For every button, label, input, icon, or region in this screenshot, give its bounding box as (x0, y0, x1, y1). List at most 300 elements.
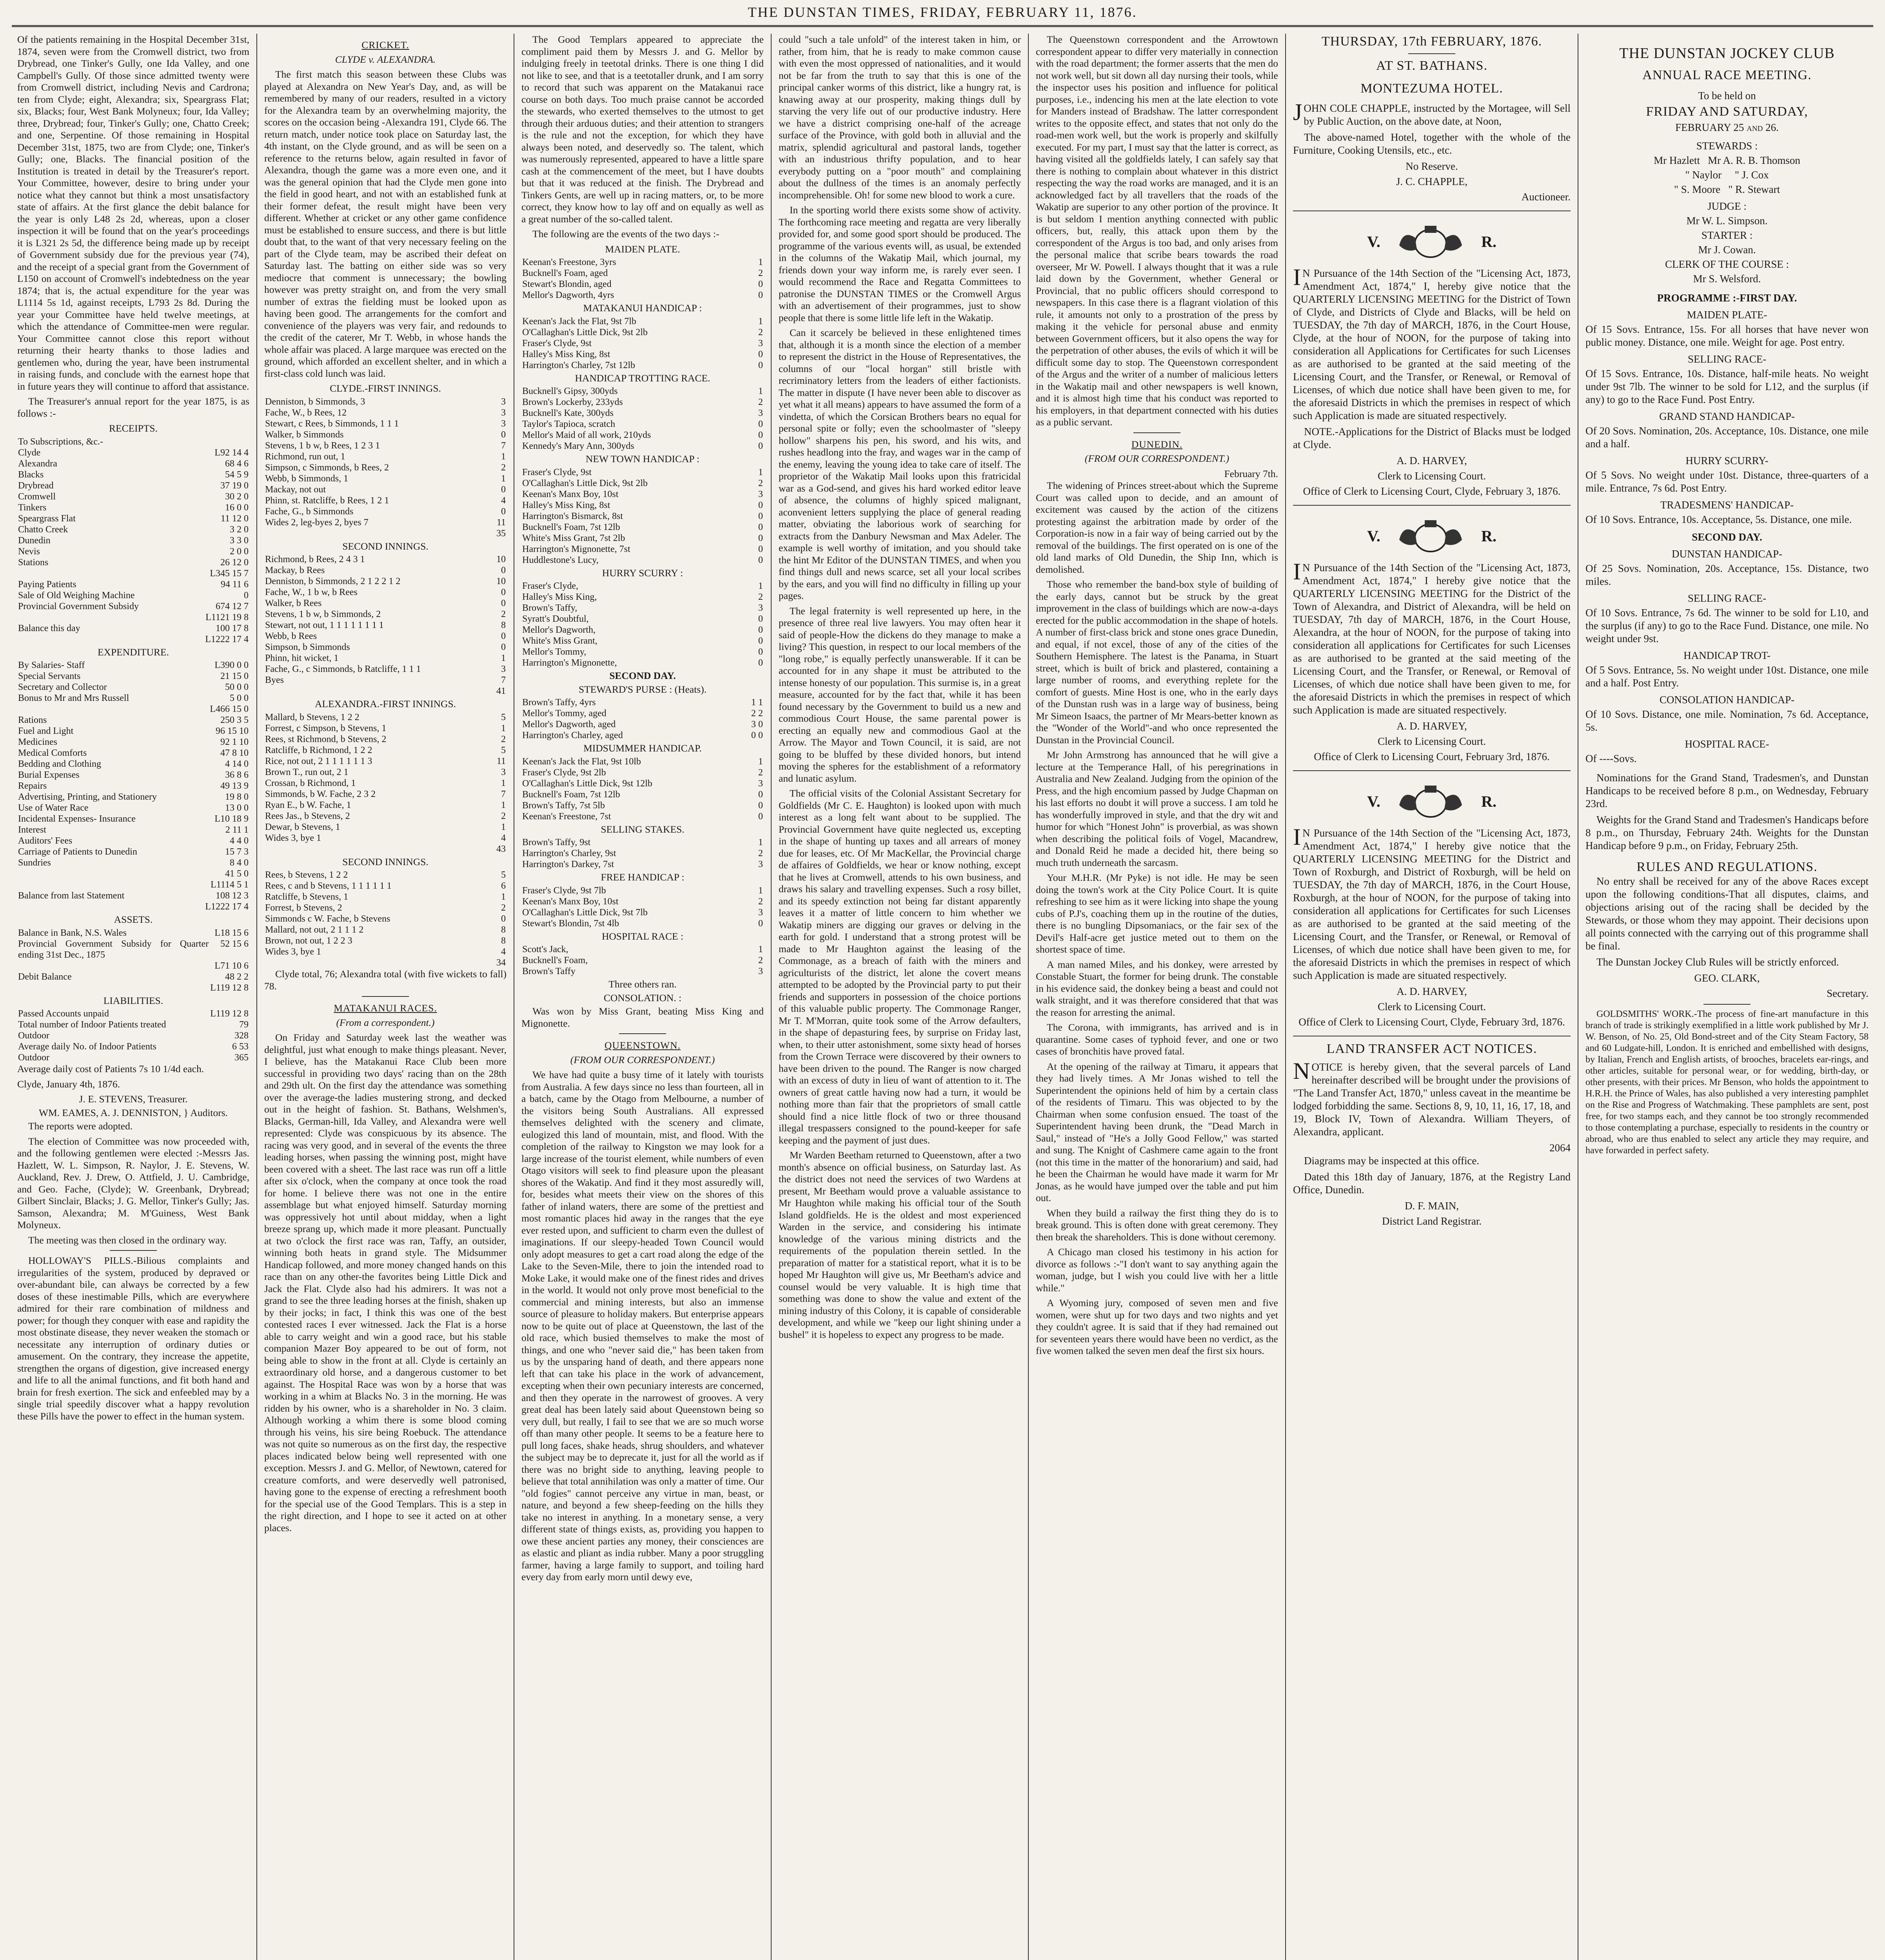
crest-r: R. (1481, 792, 1496, 810)
race-conditions: Of 5 Sovs. No weight under 10st. Distance, three-quarters of a mile. Entrance, 7s 6d. Post Entry. (1585, 469, 1869, 494)
cricket-title: CRICKET. (361, 39, 409, 51)
placing: 3 (758, 489, 763, 499)
score-row-value: 11 (496, 756, 506, 766)
nominations-note: Nominations for the Grand Stand, Tradesmen's, and Dunstan Handicaps to be received before 8 p.m., on Wednesday, February 23rd. (1585, 772, 1869, 809)
score-row-label: Mallard, b Stevens, 1 2 2 (265, 712, 360, 722)
race-result-row (521, 327, 764, 338)
receipt-row (17, 590, 249, 601)
liability-row (17, 1019, 249, 1030)
receipt-row (17, 469, 249, 480)
expenditure-row-label: Repairs (18, 781, 47, 791)
race-result-row (521, 859, 764, 870)
horse-entry: Mellor's Tommy, aged (522, 708, 607, 719)
horse-entry: Harrington's Bismarck, 8st (522, 511, 623, 521)
horse-entry: Fraser's Clyde, 9st 7lb (522, 885, 606, 896)
score-row-value: 8 (501, 620, 506, 630)
race-result-row (521, 257, 764, 268)
liability-row-label: Total number of Indoor Patients treated (18, 1020, 166, 1030)
horse-entry: Mellor's Dagworth, (522, 625, 596, 635)
placing: 1 (758, 316, 763, 327)
score-row (264, 946, 507, 957)
royal-arms-icon (1391, 516, 1470, 555)
clerk-name: A. D. HARVEY, (1396, 720, 1467, 732)
score-row-value: 2 (501, 609, 506, 619)
race-title: SELLING STAKES. (601, 823, 685, 835)
land-transfer-title: LAND TRANSFER ACT NOTICES. (1326, 1042, 1537, 1056)
receipt-row (17, 579, 249, 590)
expenditure-row-label: Medicines (18, 737, 57, 747)
expenditure-row-value: 96 15 10 (216, 726, 249, 736)
expenditure-row (17, 802, 249, 813)
rules-text: The Dunstan Jockey Club Rules will be strictly enforced. (1596, 956, 1839, 968)
dunedin-title: DUNEDIN. (1131, 438, 1183, 450)
liability-row-value: L119 12 8 (210, 1009, 249, 1019)
receipt-row-value: L1121 19 8 (205, 612, 249, 622)
divider (1408, 53, 1455, 54)
receipt-row-label: Stations (18, 557, 49, 568)
placing: 2 (758, 592, 763, 602)
placing: 1 (758, 386, 763, 396)
horse-entry: O'Callaghan's Little Dick, 9st 12lb (522, 778, 652, 789)
placing: 3 (758, 603, 763, 613)
race-result-row (521, 268, 764, 279)
placing: 2 (758, 478, 763, 488)
score-row-value: 1 (501, 778, 506, 788)
score-row-label: Wides 3, bye 1 (265, 833, 321, 843)
horse-entry: Harrington's Darkey, 7st (522, 859, 614, 869)
expenditure-row-label: Bonus to Mr and Mrs Russell (18, 693, 129, 703)
report-paragraph: The Treasurer's annual report for the year 1875, is as follows :- (17, 396, 249, 419)
second-day-title: SECOND DAY. (1692, 531, 1762, 543)
auctioneer-name: J. C. CHAPPLE, (1396, 176, 1468, 187)
score-row-label: Dewar, b Stevens, 1 (265, 822, 340, 832)
placing: 1 (758, 581, 763, 591)
alexandra-second-innings (264, 869, 507, 968)
score-row-label: Rees, b Stevens, 1 2 2 (265, 870, 348, 880)
score-row-label: Forrest, c Simpson, b Stevens, 1 (265, 723, 387, 733)
expenditure-row-value: L1222 17 4 (205, 902, 249, 912)
score-row (264, 396, 507, 407)
receipt-row (17, 601, 249, 612)
score-row-value: 7 (501, 789, 506, 799)
placing: 3 (758, 907, 763, 918)
score-row-label: Stevens, 1 b w, b Rees, 1 2 3 1 (265, 440, 380, 451)
score-row (264, 756, 507, 767)
placing: 2 (758, 327, 763, 338)
dunedin-subtitle: (FROM OUR CORRESPONDENT.) (1084, 453, 1229, 464)
land-transfer-number: 2064 (1549, 1142, 1571, 1154)
receipt-row (17, 535, 249, 546)
race-result-row (521, 441, 764, 452)
receipt-row-value: 30 2 0 (225, 491, 249, 502)
placing: 1 (758, 756, 763, 767)
expenditure-row-value: L466 15 0 (210, 704, 249, 714)
expenditure-row-label: Use of Water Race (18, 803, 89, 813)
race-result-table (521, 944, 764, 977)
race-result-row (521, 613, 764, 624)
race-result-row (521, 635, 764, 646)
dunedin-paragraph: The Corona, with immigrants, has arrived and is in quarantine. Some cases of typhoid fever, and one or two cases of bronchitis have proved fatal. (1036, 1022, 1278, 1057)
race-title: MAIDEN PLATE. (605, 243, 680, 255)
race-result-row (521, 467, 764, 478)
receipt-row-label (17, 568, 204, 579)
score-row (264, 664, 507, 675)
liability-row-label: Average daily No. of Indoor Patients (18, 1042, 156, 1052)
race-result-row (521, 290, 764, 301)
dunedin-paragraph: A man named Miles, and his donkey, were arrested by Constable Stuart, the former for being drunk. The constable in his evidence said, the donkey being a beast and could not walk straight, and it was therefore considered that that was the reason for arresting the animal. (1036, 958, 1278, 1018)
expenditure-row (17, 890, 249, 901)
receipt-row-label (17, 634, 204, 645)
receipt-row (17, 480, 249, 491)
cricket-result: Clyde total, 76; Alexandra total (with five wickets to fall) 78. (264, 968, 507, 992)
race-result-row (521, 338, 764, 349)
race-name: MAIDEN PLATE- (1687, 309, 1767, 321)
licensing-notice-text: IN Pursuance of the 14th Section of the "Licensing Act, 1873, Amendment Act, 1874," I, hereby give notice that the QUARTERLY LICENSING MEETING for the District of Town of Clyde, and Districts of Clyde and Blacks, will be held on TUESDAY, the 7th day of MARCH, 1876, in the Court House, Clyde, at the hour of NOON, for the purpose of taking into consideration all Applications for Certificates for such Licenses as are authorised to be granted at the said meeting of the Licensing Court, and the Transfer, or Renewal, or Removal of Licenses, of which due notice shall have been given to me, for the aforesaid Districts in which the premises in respect of which such Application is made are situated respectively. (1293, 264, 1571, 421)
score-row (264, 598, 507, 609)
placing: 0 (758, 419, 763, 429)
race-title: FREE HANDICAP : (601, 871, 685, 883)
score-row (264, 528, 507, 539)
score-row-label: Brown, not out, 1 2 2 3 (265, 936, 352, 946)
liability-row-label: Outdoor (18, 1053, 49, 1063)
score-row-value: 11 (496, 517, 506, 528)
expenditure-row-label: Special Servants (18, 671, 81, 681)
horse-entry: O'Callaghan's Little Dick, 9st 7lb (522, 907, 648, 918)
expenditure-row-value: 92 1 10 (220, 737, 249, 747)
receipt-row-value: 94 11 6 (220, 579, 249, 590)
race-result-row (521, 756, 764, 767)
race-result-table (521, 581, 764, 668)
race-result-table (521, 257, 764, 301)
liability-row (17, 1041, 249, 1052)
auditors-signature: WM. EAMES, A. J. DENNISTON, } Auditors. (38, 1107, 228, 1118)
expenditure-row (17, 726, 249, 737)
score-row (264, 913, 507, 924)
hotel-sale-text: The above-named Hotel, together with the whole of the Furniture, Cooking Utensils, etc., etc. (1293, 131, 1571, 156)
receipt-row-label: Nevis (18, 546, 40, 557)
registrar-name: D. F. MAIN, (1404, 1200, 1459, 1212)
race-result-row (521, 657, 764, 668)
race-name: SELLING RACE- (1687, 353, 1767, 365)
score-row-label: Wides 3, bye 1 (265, 947, 321, 957)
race-result-row (521, 360, 764, 371)
horse-entry: Kennedy's Mary Ann, 300yds (522, 441, 634, 451)
expenditure-row (17, 769, 249, 780)
expenditure-row (17, 813, 249, 824)
score-row (264, 517, 507, 528)
placing: 0 (758, 625, 763, 635)
race-conditions: Of 5 Sovs. Entrance, 5s. No weight under 10st. Distance, one mile and a half. Post Entry. (1585, 664, 1869, 689)
score-row-value: 5 (501, 745, 506, 755)
clyde-first-innings (264, 396, 507, 539)
expenditure-row-value: 21 15 0 (220, 671, 249, 681)
report-footer: Clyde, January 4th, 1876. (17, 1078, 120, 1090)
clerk-title: Clerk to Licensing Court. (1378, 735, 1486, 747)
placing: 0 (758, 544, 763, 554)
race-result-row (521, 408, 764, 419)
receipt-row (17, 524, 249, 535)
horse-entry: Fraser's Clyde, 9st 2lb (522, 767, 606, 778)
race-title: NEW TOWN HANDICAP : (585, 453, 700, 465)
expenditure-row (17, 682, 249, 693)
receipt-row-value: 37 19 0 (220, 480, 249, 491)
race-result-row (521, 555, 764, 566)
report-footer: The reports were adopted. (28, 1120, 133, 1132)
horse-entry: Halley's Miss King, (522, 592, 597, 602)
asset-row-label: Balance in Bank, N.S. Wales (18, 927, 127, 938)
judge-name: Mr W. L. Simpson. (1686, 215, 1768, 227)
race-conditions: Of 10 Sovs. Distance, one mile. Nomination, 7s 6d. Acceptance, 5s. (1585, 708, 1869, 733)
matakanui-paragraph: On Friday and Saturday week last the weather was delightful, just what enough to make things pleasant. Never, I believe, has the Matakanui Race Club been more successful in providing two days' racing than on the 28th and 29th ult. On the first day the attendance was something over the average-the ladies mustering strong, and decked out in the height of fashion. St. Bathans, Welshmen's, Blacks, German-hill, Ida Valley, and Alexandra were well represented: Clyde was conspicuous by its absence. The racing was very good, and in several of the events the three leading horses, when passing the winning post, might have been covered with a sheet. The last race was run off a little after six o'clock, when the company at once took the road for home. I believe there was not one in the entire assemblage but what enjoyed himself. Saturday morning was oppressively hot until about midday, when a light breeze sprang up, which made it more pleasant. Punctually at two o'clock the first race was ran, Taffy, an outsider, winning both heats in grand style. The Midsummer Handicap followed, and more money changed hands on this race than on any other-the favorites being Little Dick and Jack the Flat. Clyde also had his admirers. It was not a grand to see the three leading horses at the finish, shaken up by their jocks; in fact, I think this was one of the best contested races I ever witnessed. Jack the Flat is a horse able to carry weight and win a good race, but his stable companion Mazer Boy appeared to be out of form, not being able to show in the front at all. Clyde is certainly an extraordinary old horse, and a dangerous customer to bet against. The Hospital Race was won by a horse that was working in a whim at Blacks No. 3 in the morning. He was ridden by his owner, who is a shareholder in No. 3 claim. Although working a whim there is some blood coming through his veins, his sire being Roebuck. The attendance was not quite so numerous as on the first day, the respective places indicated below being well represented with one exception. Messrs J. and G. Mellor, of Newtown, catered for creature comforts, and were deservedly well patronised, having gone to the expense of erecting a refreshment booth for the special use of the Good Templars. This is a step in the right direction, and I hope to see it acted on at other places. (264, 1032, 507, 1534)
land-transfer-diagrams: Diagrams may be inspected at this office. (1304, 1155, 1480, 1167)
placing: 3 (758, 408, 763, 418)
clerk-title: Clerk to Licensing Court. (1378, 470, 1486, 482)
score-row-value: 0 (501, 587, 506, 597)
asset-row (17, 938, 249, 960)
horse-entry: Mellor's Dagworth, aged (522, 719, 616, 730)
receipt-row-label: Speargrass Flat (18, 513, 76, 524)
expenditure-row-value: 4 14 0 (225, 759, 249, 769)
receipt-row-value: 100 17 8 (216, 623, 249, 633)
horse-entry: Fraser's Clyde, 9st (522, 338, 592, 348)
expenditure-row (17, 693, 249, 704)
liability-row-value: 365 (234, 1053, 249, 1063)
race-result-row (521, 533, 764, 544)
asset-row-value: 52 15 6 (220, 938, 249, 949)
race-name: HOSPITAL RACE- (1685, 738, 1769, 750)
score-row-label: Mackay, not out (265, 484, 326, 495)
weights-note: Weights for the Grand Stand and Tradesmen's Handicaps before 8 p.m., on Thursday, February 24th. Weights for the Dunstan Handicap before 9 p.m., on Friday, February 25th. (1585, 814, 1869, 851)
score-row-label (264, 686, 478, 697)
expenditure-row-value: L1114 5 1 (211, 880, 249, 890)
expenditure-row (17, 759, 249, 769)
placing: 0 (758, 918, 763, 929)
race-result-row (521, 730, 764, 741)
placing: 3 0 (751, 719, 763, 730)
placing: 0 0 (751, 730, 763, 740)
alexandra-first-innings (264, 712, 507, 855)
queenstown-paragraph: We have had quite a busy time of it lately with tourists from Australia. A few days since no less than fourteen, all in a batch, came by the Otago from Melbourne, a number of the visitors being South Australians. All expressed themselves delighted with the scenery and climate, eulogized this land of mountain, mist, and flood. With the completion of the railway to Kingston we may look for a large increase of the tourist element, while numbers of even Otago visitors will seek to find pleasure upon the pleasant shores of the Wakatip. And find it they most assuredly will, for, besides what meets their view on the shores of this father of inland waters, there are some of the prettiest and most romantic places hid away in the ranges that the eye ever rested upon, and sufficient to charm even the dullest of imaginations. If our sleepy-headed Town Council would only adopt measures to get a cart road along the edge of the Lake to the Seven-Mile, there to join the intended road to Moke Lake, it would make one of the finest rides and drives in the world. It would not only prove most beneficial to the commercial and mining interests, but also an immense source of pleasure to holiday makers. But enterprise appears now to be quite out of place at Queenstown, the last of the old race, which busied themselves to make the most of things, and one who "never said die," has been taken from us by the unsparing hand of death, and there appears none left that can take his place in the work of advancement, excepting when their own pecuniary interests are concerned, and then they operate in the narrowest of grooves. A very great deal has been lately said about Queenstown being so very dull, but really, I fail to see that we are so much worse off than many other people. It seems to be a feature here to pull long faces, shake heads, shrug shoulders, and whatever the subject may be to deprecate it, just for all the world as if there was no bright side to anything, leaving people to believe that total annihilation was only a matter of time. Our "old fogies" cannot perceive any virtue in man, beast, or nature, and beyond a few sheep-feeding on the hills they take no interest in anything. In a monetary sense, a very different state of things exists, as, providing you happen to owe these ancient parties any money, their consciences are as elastic and pliant as india rubber. Many a poor struggling farmer, having a large family to support, and toiling hard every day from early morn until dewy eve, (521, 1069, 764, 1583)
clyde-first-innings-title: CLYDE.-FIRST INNINGS. (330, 383, 441, 394)
first-day-races (1585, 309, 1869, 526)
matakanui-subtitle: (From a correspondent.) (336, 1016, 435, 1028)
horse-entry: White's Miss Grant, (522, 636, 597, 646)
expenditure-row-value: 41 5 0 (225, 869, 249, 879)
race-result-table (521, 885, 764, 929)
licensing-notice-roxburgh (1293, 770, 1571, 1029)
horse-entry: Harrington's Mignonette, (522, 658, 617, 668)
expenditure-row-label: Fuel and Light (18, 726, 74, 736)
placing: 2 (758, 268, 763, 278)
liability-row-label: Passed Accounts unpaid (18, 1009, 109, 1019)
race-result-row (521, 708, 764, 719)
score-row-value: 2 (501, 462, 506, 473)
expenditure-row (17, 846, 249, 857)
receipt-row-value: L92 14 4 (214, 447, 249, 458)
placing: 0 (758, 511, 763, 521)
score-row-value: 6 (501, 881, 506, 891)
score-row-value: 35 (496, 528, 506, 539)
score-row (264, 822, 507, 833)
royal-crest (1367, 220, 1496, 263)
expenditure-row-label: Rations (18, 715, 47, 725)
dunedin-paragraph: A Wyoming jury, composed of seven men and five women, were shut up for two days and two nights and yet they couldn't agree. It is said that if they had remained out for seventeen years there would have been no verdict, as the five women talked the seven men deaf the first six hours. (1036, 1297, 1278, 1356)
expenditure-row (17, 824, 249, 835)
horse-entry: Keenan's Manx Boy, 10st (522, 896, 619, 907)
placing: 0 (758, 290, 763, 300)
expenditure-row-value: 5 0 0 (230, 693, 249, 703)
race-conditions: Of 20 Sovs. Nomination, 20s. Acceptance, 10s. Distance, one mile and a half. (1585, 425, 1869, 450)
expenditure-title: EXPENDITURE. (97, 646, 169, 658)
score-row-value: 4 (501, 833, 506, 843)
score-row (264, 833, 507, 844)
race-result-row (521, 907, 764, 918)
score-row-label: Denniston, b Simmonds, 2 1 2 2 1 2 (265, 576, 401, 586)
race-title: HANDICAP TROTTING RACE. (575, 372, 710, 384)
race-name: TRADESMENS' HANDICAP- (1660, 499, 1794, 511)
queenstown-continued: could "such a tale unfold" of the interest taken in him, or rather, from him, that he is ready to make common cause with even the most oppressed of nationalities, and it would not be far from the truth to say that this is one of the principal canker worms of this district, like a hungry rat, is knawing away at our prosperity, making things dull by starving the very life out of our productive industry. Here we have a district comprising one-half of the acreage surface of the Province, with gold both in alluvial and the matrix, splendid agricultural and pastoral lands, together with an industrious thrifty population, and to hear everybody putting on a "poor mouth" and complaining about the dullness of the times is an anomaly perfectly incomprehensible. Oh! for some new blood to work a cure. (779, 34, 1021, 201)
score-row (264, 767, 507, 778)
masthead: THE DUNSTAN TIMES, FRIDAY, FEBRUARY 11, 1876. (748, 4, 1137, 20)
score-row-label: Brown T., run out, 2 1 (265, 767, 349, 777)
expenditure-row-value: 13 0 0 (225, 803, 249, 813)
score-row-label: Fache, W., 1 b w, b Rees (265, 587, 358, 597)
expenditure-row-value: 2 11 1 (225, 825, 249, 835)
race-conditions: Of 15 Sovs. Entrance, 10s. Distance, half-mile heats. No weight under 9st 7lb. The winner to be sold for L12, and the surplus (if any) to go to the Race Fund. Post Entry. (1585, 368, 1869, 405)
horse-entry: Bucknell's Gipsy, 300yds (522, 386, 618, 396)
receipt-row (17, 436, 249, 447)
receipt-row (17, 557, 249, 568)
race-result-row (521, 811, 764, 822)
score-row-value: 8 (501, 925, 506, 935)
clerk-name: A. D. HARVEY, (1396, 455, 1467, 466)
score-row-label: Rees, c and b Stevens, 1 1 1 1 1 1 (265, 881, 392, 891)
receipt-row-label: Tinkers (18, 502, 47, 513)
score-row-value: 3 (501, 664, 506, 674)
placing: 2 2 (751, 708, 763, 719)
liability-row (17, 1008, 249, 1019)
score-row (264, 675, 507, 686)
receipt-row (17, 491, 249, 502)
score-row (264, 935, 507, 946)
asset-row-label: Debit Balance (18, 971, 72, 982)
placing: 0 (758, 500, 763, 510)
receipt-row (17, 513, 249, 524)
score-row-label: Stevens, 1 b w, b Simmonds, 2 (265, 609, 381, 619)
race-result-table (521, 316, 764, 371)
score-row-value: 2 (501, 903, 506, 913)
stewards-label: STEWARDS : (1696, 140, 1758, 152)
expenditure-row-value: 8 4 0 (230, 858, 249, 868)
race-result-row (521, 544, 764, 555)
placing: 0 (758, 555, 763, 565)
templars-paragraph: The Good Templars appeared to appreciate the compliment paid them by Messrs J. and G. Mellor by indulging freely in teetotal drinks. There is one thing I did not like to see, and that is a teetotaller drunk, and I am sorry to record that such was apparent on the Matakanui race course on both days. Too much praise cannot be accorded the stewards, who exerted themselves to the utmost to get through their arduous duties; and their attention to strangers is the rule and not the exception, for which they have always been noted, and deservedly so. The talent, which was numerously represented, appeared to have a little spare cash at the commencement of the meet, but I have doubts but that it was reduced at the finish. The Drybread and Tinkers Gents, are well up in racing matters, or, to be more correct, they know how to lay off and on equally as well as a great number of the so-called talent. (521, 34, 764, 225)
receipt-row (17, 458, 249, 469)
score-row-label: Simpson, b Simmonds (265, 642, 350, 652)
score-row (264, 429, 507, 440)
crest-v: V. (1367, 527, 1380, 545)
race-name: HANDICAP TROT- (1683, 650, 1771, 661)
placing: 0 (758, 658, 763, 668)
placing: 2 (758, 896, 763, 907)
receipt-row-value: L345 15 7 (210, 568, 249, 579)
expenditure-row-label: By Salaries- Staff (18, 660, 85, 670)
score-row-label: Simmonds c W. Fache, b Stevens (265, 914, 390, 924)
score-row-value: 2 (501, 811, 506, 821)
asset-row-label (17, 960, 209, 971)
score-row-label: Rice, not out, 2 1 1 1 1 1 1 3 (265, 756, 372, 766)
horse-entry: Brown's Taffy, (522, 603, 577, 613)
column-rule (771, 34, 772, 1960)
score-row (264, 609, 507, 620)
score-row (264, 473, 507, 484)
horse-entry: Harrington's Charley, 9st (522, 848, 616, 858)
expenditure-row-label (17, 704, 204, 715)
placing: 3 (758, 966, 763, 976)
liabilities-table (17, 1008, 249, 1063)
race-result-row (521, 511, 764, 522)
receipt-row-label: Blacks (18, 469, 44, 480)
liabilities-title: LIABILITIES. (103, 995, 163, 1006)
placing: 1 (758, 257, 763, 267)
race-name: HURRY SCURRY- (1685, 455, 1769, 466)
placing: 0 (758, 279, 763, 289)
queenstown-subtitle: (FROM OUR CORRESPONDENT.) (570, 1054, 715, 1065)
score-row (264, 451, 507, 462)
horse-entry: Keenan's Freestone, 7st (522, 811, 611, 822)
no-reserve: No Reserve. (1406, 160, 1458, 172)
report-paragraph: Of the patients remaining in the Hospital December 31st, 1874, seven were from the Cromwell district, two from Drybread, one Tinker's Gully, one Ida Valley, and one Campbell's Gully. Of those since admitted twenty were from Cromwell district, including Nevis and Cardrona; ten from Clyde; eight, Alexandra; six, Speargrass Flat; six, Blacks; four, West Bank Molyneux; four, Ida Valley; three, Drybread; four, Tinker's Gully; one, Chatto Creek; and one, Serpentine. Of those remaining in Hospital December 31st, 1875, two are from Clyde; one, Tinker's Gully; one, Blacks. The financial position of the Institution is treated in detail by the Treasurer's report. Your Committee, however, desire to bring under your notice what they cannot but think a most unsatisfactory state of affairs. At the first glance the debit balance for the year is only L48 2s 2d, whereas, upon a closer inspection it will be found that on the year's proceedings it is L321 2s 5d, the difference being made up by receipt of Government subsidy due for the previous year (74), and the receipt of a special grant from the Government of L150 on account of Cromwell's indebtedness on the year 1874; that is, the actual expenditure for the year was L1114 5s 1d, against receipts, L793 2s 8d. During the year your Committee have held twelve meetings, at which the attendance of Committee-men were regular. Your Committee cannot close this report without returning their hearty thanks to those ladies and gentlemen who, during the year, have been instrumental in raising funds, and conclude with the earnest hope that in future years they will continue to afford that assistance. (17, 34, 249, 392)
score-row (264, 653, 507, 664)
race-result-row (521, 778, 764, 789)
score-row (264, 642, 507, 653)
expenditure-row-label: Carriage of Patients to Dunedin (18, 847, 137, 857)
score-row-value: 1 (501, 723, 506, 733)
horse-entry: Bucknell's Foam, aged (522, 268, 608, 278)
receipt-row-label: To Subscriptions, &c.- (18, 436, 103, 447)
expenditure-row-label (17, 879, 204, 890)
programme-first-day: PROGRAMME :-FIRST DAY. (1657, 292, 1797, 304)
land-transfer-notice (1293, 1036, 1571, 1228)
score-row (264, 869, 507, 880)
race-result-row (521, 489, 764, 500)
score-row (264, 844, 507, 855)
receipt-row-value: 674 12 7 (216, 601, 249, 612)
events-intro: The following are the events of the two days :- (532, 228, 719, 240)
score-row-label: Byes (265, 675, 284, 685)
clerk-office: Office of Clerk to Licensing Court, February 3rd, 1876. (1314, 751, 1550, 762)
crest-v: V. (1367, 232, 1380, 250)
score-row-label: Crossan, b Richmond, 1 (265, 778, 356, 788)
asset-row (17, 971, 249, 982)
asset-row-value: 48 2 2 (225, 971, 249, 982)
score-row-label: Richmond, run out, 1 (265, 451, 345, 462)
score-row-value: 0 (501, 565, 506, 575)
race-result-row (521, 478, 764, 489)
expenditure-row (17, 737, 249, 748)
queenstown-paragraph: In the sporting world there exists some show of activity. The forthcoming race meeting and regatta are very liberally provided for, and some good sport should be produced. The programme of the various events will, as usual, be extended in the columns of the Wakatip Mail, which journal, my friends down your way inform me, is rarely ever seen. I would recommend the Race and Regatta Committees to patronise the DUNSTAN TIMES or the Cromwell Argus with an advertisement of their programmes, just to show people that there is some little life left in the Wakatip. (779, 204, 1021, 323)
clerk-office: Office of Clerk to Licensing Court, Clyde, February 3, 1876. (1303, 485, 1561, 497)
expenditure-row-value: L390 0 0 (214, 660, 249, 670)
licensing-notice-text: IN Pursuance of the 14th Section of the "Licensing Act, 1873, Amendment Act, 1874," I hereby give notice that the QUARTERLY LICENSING MEETING for the District of the Town of Alexandra, and District of Alexandra, will be held on TUESDAY, 7th day of MARCH, 1876, in the Court House, Alexandra, at the hour of NOON, for the purpose of taking into consideration all applications for Certificates for such Licenses as are authorised to be granted at the said meeting of the Licensing Court, and the Transfer, or Renewal, or Removal of Licenses, of which due notice shall have been given to me, for the aforesaid Districts in which the premises in respect of which such Application is made are situated respectively. (1293, 559, 1571, 716)
score-row (264, 712, 507, 723)
receipt-row-value: 16 0 0 (225, 502, 249, 513)
receipt-row (17, 623, 249, 634)
placing: 3 (758, 338, 763, 348)
expenditure-row-label: Bedding and Clothing (18, 759, 101, 769)
receipt-row-value: 11 12 0 (220, 513, 249, 524)
second-day-results (521, 684, 764, 977)
